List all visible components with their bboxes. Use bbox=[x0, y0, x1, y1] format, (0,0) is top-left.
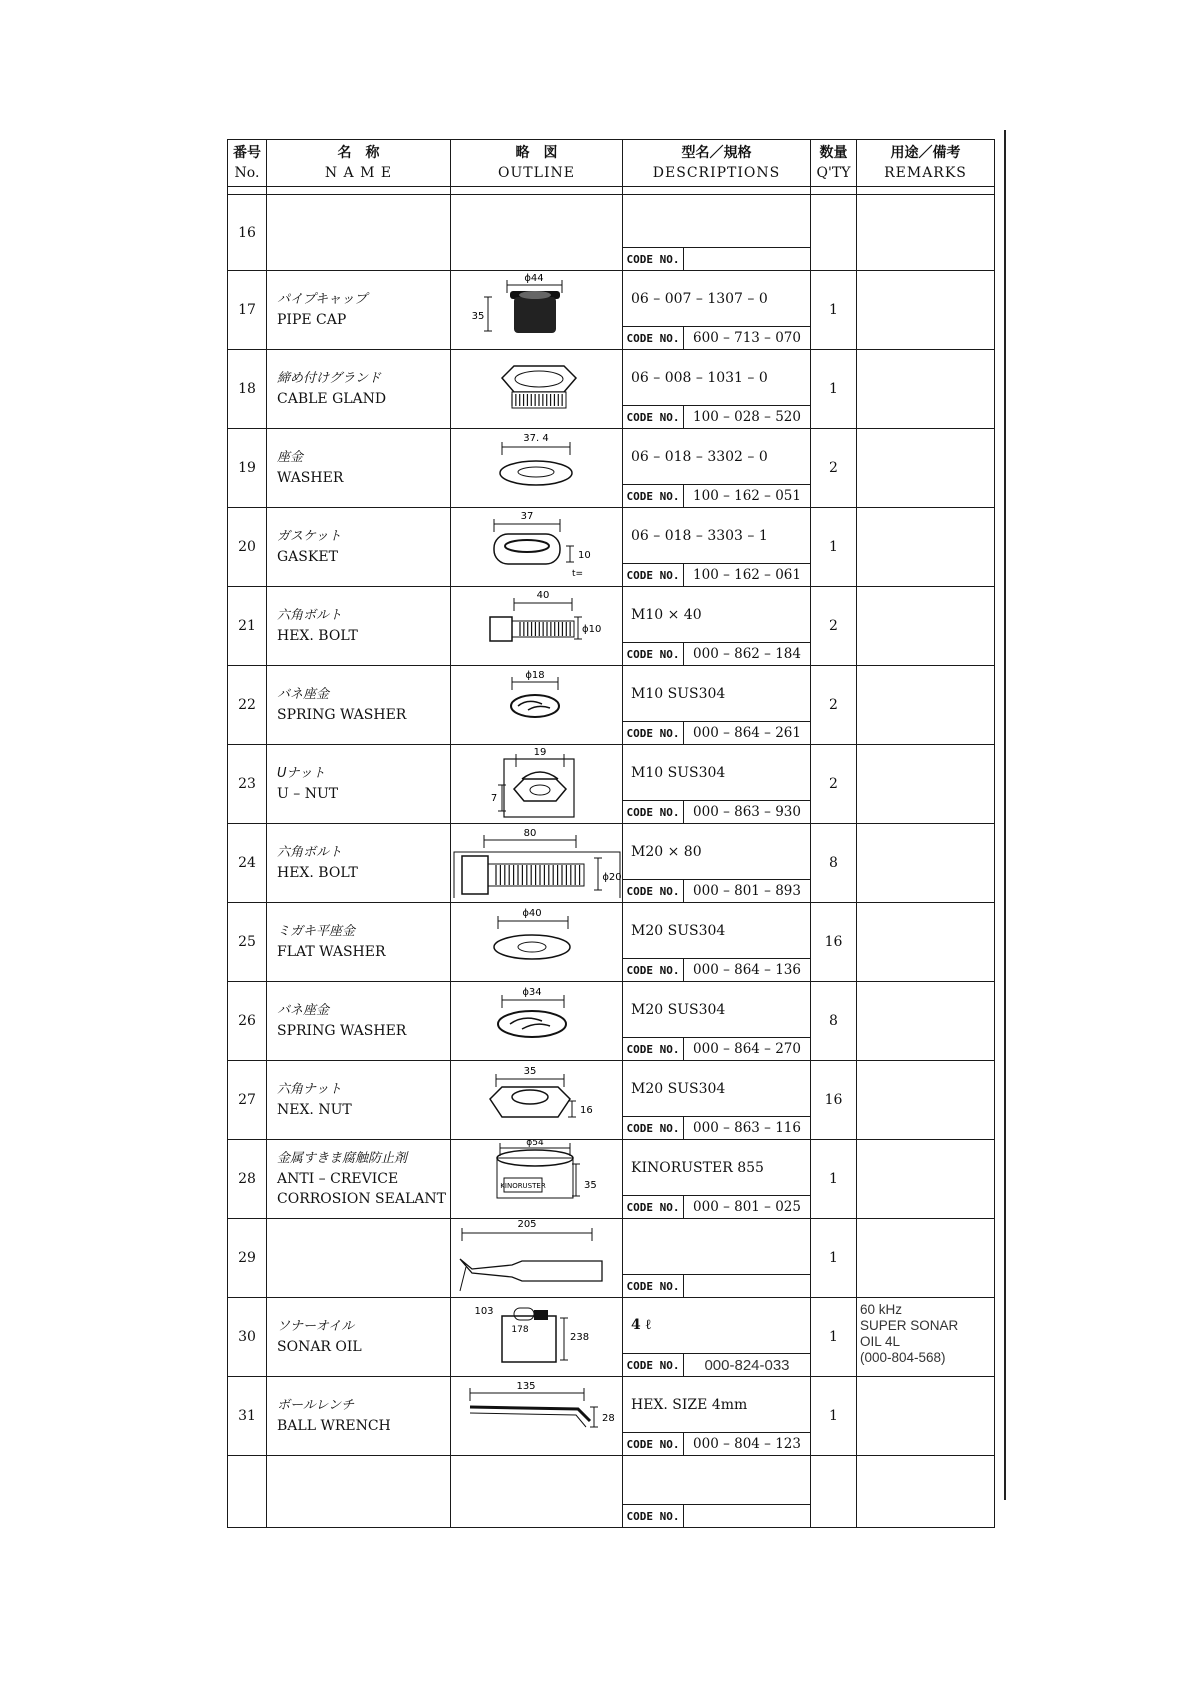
item-name bbox=[267, 1140, 451, 1219]
item-outline bbox=[451, 1140, 623, 1219]
item-remarks bbox=[857, 350, 995, 429]
item-name-en: GASKET bbox=[277, 549, 338, 566]
item-remarks bbox=[857, 1061, 995, 1140]
item-number: 24 bbox=[228, 824, 267, 903]
item-quantity: 1 bbox=[811, 350, 857, 429]
item-name-jp: パイプキャップ bbox=[277, 292, 368, 308]
item-number: 17 bbox=[228, 271, 267, 350]
item-remarks bbox=[857, 1219, 995, 1298]
code-no-label: CODE NO. bbox=[623, 1196, 684, 1218]
item-description bbox=[623, 429, 811, 508]
code-no-value: 000 – 801 – 025 bbox=[693, 1199, 801, 1216]
page-margin-line bbox=[1004, 130, 1006, 1500]
dimension-label: 35 bbox=[523, 1066, 536, 1078]
item-remarks bbox=[857, 666, 995, 745]
part-sketch-icon bbox=[452, 1140, 622, 1214]
code-no-label: CODE NO. bbox=[623, 801, 684, 823]
item-quantity: 1 bbox=[811, 1140, 857, 1219]
item-name bbox=[267, 1219, 451, 1298]
header-no: 番号 No. bbox=[228, 140, 267, 187]
table-row bbox=[228, 1377, 995, 1456]
item-spec: 06 – 018 – 3303 – 1 bbox=[631, 527, 768, 544]
item-number: 30 bbox=[228, 1298, 267, 1377]
part-sketch-icon bbox=[452, 824, 622, 898]
dimension-label: 238 bbox=[569, 1332, 589, 1344]
dimension-label: KINORUSTER bbox=[499, 1182, 546, 1191]
item-name-en: FLAT WASHER bbox=[277, 944, 386, 961]
item-name bbox=[267, 982, 451, 1061]
table-row bbox=[228, 1298, 995, 1377]
code-no-label: CODE NO. bbox=[623, 1505, 684, 1527]
table-row bbox=[228, 824, 995, 903]
item-description bbox=[623, 982, 811, 1061]
item-name bbox=[267, 271, 451, 350]
header-name: 名 称 N A M E bbox=[267, 140, 451, 187]
item-description bbox=[623, 587, 811, 666]
item-quantity: 2 bbox=[811, 429, 857, 508]
table-row bbox=[228, 508, 995, 587]
item-name-en: WASHER bbox=[277, 470, 344, 487]
dimension-label: 178 bbox=[510, 1325, 529, 1336]
code-no-value: 100 – 162 – 051 bbox=[693, 488, 801, 505]
item-name bbox=[267, 350, 451, 429]
item-number: 29 bbox=[228, 1219, 267, 1298]
part-sketch-icon bbox=[452, 903, 622, 977]
item-name bbox=[267, 508, 451, 587]
dimension-label: 16 bbox=[579, 1105, 593, 1117]
code-no-value: 000 – 863 – 116 bbox=[693, 1120, 801, 1137]
item-remarks bbox=[857, 429, 995, 508]
item-name-jp: 座金 bbox=[277, 450, 304, 466]
code-no-label: CODE NO. bbox=[623, 880, 684, 902]
part-sketch-icon bbox=[452, 1219, 622, 1293]
item-outline bbox=[451, 982, 623, 1061]
part-sketch-icon bbox=[452, 666, 622, 740]
code-no-value: 000 – 863 – 930 bbox=[693, 804, 801, 821]
code-no-value: 000 – 864 – 261 bbox=[693, 725, 801, 742]
header-outline: 略 図 OUTLINE bbox=[451, 140, 623, 187]
item-name-jp: 六角ボルト bbox=[277, 845, 343, 861]
item-description bbox=[623, 195, 811, 271]
item-outline bbox=[451, 429, 623, 508]
item-name-en: BALL WRENCH bbox=[277, 1418, 391, 1435]
item-number: 19 bbox=[228, 429, 267, 508]
code-no-label: CODE NO. bbox=[623, 248, 684, 270]
item-spec bbox=[623, 195, 810, 247]
table-row bbox=[228, 350, 995, 429]
code-no-label: CODE NO. bbox=[623, 1354, 684, 1376]
item-number: 26 bbox=[228, 982, 267, 1061]
item-quantity bbox=[811, 195, 857, 271]
item-spec bbox=[623, 1456, 810, 1504]
code-no-value bbox=[684, 1275, 810, 1297]
remark-line: OIL 4L bbox=[860, 1334, 901, 1350]
part-sketch-icon bbox=[452, 429, 622, 503]
item-quantity bbox=[811, 1456, 857, 1528]
item-number: 20 bbox=[228, 508, 267, 587]
item-description bbox=[623, 1140, 811, 1219]
item-number: 31 bbox=[228, 1377, 267, 1456]
item-name bbox=[267, 666, 451, 745]
dimension-label: 7 bbox=[490, 793, 497, 805]
item-description bbox=[623, 745, 811, 824]
item-name bbox=[267, 824, 451, 903]
dimension-label: t= bbox=[571, 569, 583, 580]
dimension-label: ϕ54 bbox=[525, 1140, 544, 1149]
code-no-value bbox=[684, 1505, 810, 1527]
table-row bbox=[228, 666, 995, 745]
dimension-label: 80 bbox=[523, 828, 536, 840]
item-spec: 06 – 018 – 3302 – 0 bbox=[631, 448, 768, 465]
item-name-en: PIPE CAP bbox=[277, 312, 347, 329]
item-outline bbox=[451, 903, 623, 982]
item-remarks bbox=[857, 824, 995, 903]
part-sketch-icon bbox=[452, 982, 622, 1056]
item-number: 28 bbox=[228, 1140, 267, 1219]
item-spec: M10 SUS304 bbox=[631, 764, 726, 781]
item-number: 25 bbox=[228, 903, 267, 982]
item-spec: 06 – 008 – 1031 – 0 bbox=[631, 369, 768, 386]
item-quantity: 16 bbox=[811, 1061, 857, 1140]
item-outline bbox=[451, 508, 623, 587]
item-name-jp: バネ座金 bbox=[277, 687, 330, 703]
item-number: 16 bbox=[228, 195, 267, 271]
item-remarks bbox=[857, 1377, 995, 1456]
part-sketch-icon bbox=[452, 508, 622, 582]
dimension-label: 205 bbox=[516, 1219, 537, 1231]
item-name-jp: ボールレンチ bbox=[277, 1398, 355, 1414]
code-no-value bbox=[684, 248, 810, 270]
code-no-label: CODE NO. bbox=[623, 485, 684, 507]
code-no-label: CODE NO. bbox=[623, 722, 684, 744]
dimension-label: ϕ44 bbox=[523, 273, 544, 285]
item-name-jp: 締め付けグランド bbox=[277, 371, 382, 387]
item-name bbox=[267, 1061, 451, 1140]
item-spec: M20 SUS304 bbox=[631, 1001, 726, 1018]
item-name bbox=[267, 429, 451, 508]
table-row bbox=[228, 1219, 995, 1298]
code-no-label: CODE NO. bbox=[623, 643, 684, 665]
item-number: 21 bbox=[228, 587, 267, 666]
dimension-label: ϕ40 bbox=[521, 908, 542, 920]
item-name-jp: 六角ボルト bbox=[277, 608, 343, 624]
item-name-en: ANTI – CREVICE bbox=[277, 1171, 399, 1188]
item-number bbox=[228, 1456, 267, 1528]
item-name-en: SPRING WASHER bbox=[277, 707, 407, 724]
item-outline bbox=[451, 587, 623, 666]
dimension-label: 103 bbox=[473, 1306, 494, 1318]
item-name bbox=[267, 195, 451, 271]
item-number: 22 bbox=[228, 666, 267, 745]
item-description bbox=[623, 1061, 811, 1140]
table-row bbox=[228, 429, 995, 508]
item-name-en: SPRING WASHER bbox=[277, 1023, 407, 1040]
item-quantity: 2 bbox=[811, 587, 857, 666]
item-spec: M20 × 80 bbox=[631, 843, 702, 860]
item-name-en: HEX. BOLT bbox=[277, 865, 358, 882]
item-outline bbox=[451, 745, 623, 824]
dimension-label: ϕ34 bbox=[521, 987, 542, 999]
code-no-value: 600 – 713 – 070 bbox=[693, 330, 801, 347]
part-sketch-icon bbox=[452, 350, 622, 424]
item-quantity: 1 bbox=[811, 1219, 857, 1298]
code-no-value: 000 – 801 – 893 bbox=[693, 883, 801, 900]
item-quantity: 16 bbox=[811, 903, 857, 982]
remark-line: 60 kHz bbox=[860, 1302, 903, 1318]
item-remarks bbox=[857, 1140, 995, 1219]
dimension-label: 35 bbox=[471, 311, 484, 323]
header-row bbox=[228, 140, 995, 187]
item-spec: M10 × 40 bbox=[631, 606, 702, 623]
item-description bbox=[623, 1298, 811, 1377]
item-remarks bbox=[857, 903, 995, 982]
item-quantity: 1 bbox=[811, 271, 857, 350]
item-spec: KINORUSTER 855 bbox=[631, 1159, 764, 1176]
item-quantity: 2 bbox=[811, 745, 857, 824]
code-no-label: CODE NO. bbox=[623, 564, 684, 586]
code-no-value: 000 – 864 – 136 bbox=[693, 962, 801, 979]
item-spec: 4 ℓ bbox=[631, 1317, 651, 1334]
dimension-label: 135 bbox=[515, 1381, 536, 1393]
parts-list-table bbox=[227, 139, 995, 1528]
item-number: 27 bbox=[228, 1061, 267, 1140]
item-name-jp: 六角ナット bbox=[277, 1082, 342, 1098]
item-quantity: 1 bbox=[811, 1298, 857, 1377]
item-quantity: 8 bbox=[811, 824, 857, 903]
item-spec: 06 – 007 – 1307 – 0 bbox=[631, 290, 768, 307]
item-remarks bbox=[857, 982, 995, 1061]
dimension-label: ϕ20 bbox=[601, 872, 622, 884]
item-name-en: SONAR OIL bbox=[277, 1339, 362, 1356]
item-outline bbox=[451, 1061, 623, 1140]
item-name-jp: ミガキ平座金 bbox=[277, 924, 356, 940]
item-name-en: U – NUT bbox=[277, 786, 339, 803]
item-quantity: 1 bbox=[811, 508, 857, 587]
item-description bbox=[623, 271, 811, 350]
item-name-en: CABLE GLAND bbox=[277, 391, 387, 408]
table-row bbox=[228, 1456, 995, 1528]
code-no-value: 100 – 028 – 520 bbox=[693, 409, 801, 426]
item-remarks bbox=[857, 271, 995, 350]
item-outline bbox=[451, 824, 623, 903]
dimension-label: 10 bbox=[577, 550, 591, 562]
item-name-jp: 金属すきま腐触防止剤 bbox=[277, 1151, 408, 1167]
code-no-value: 000 – 862 – 184 bbox=[693, 646, 801, 663]
code-no-label: CODE NO. bbox=[623, 327, 684, 349]
dimension-label: ϕ18 bbox=[524, 670, 545, 682]
item-name-jp: Uナット bbox=[277, 766, 326, 782]
item-description bbox=[623, 824, 811, 903]
item-name bbox=[267, 1377, 451, 1456]
dimension-label: ϕ10 bbox=[581, 624, 601, 636]
item-name bbox=[267, 587, 451, 666]
item-description bbox=[623, 666, 811, 745]
item-remarks bbox=[857, 508, 995, 587]
item-name bbox=[267, 1456, 451, 1528]
table-row bbox=[228, 271, 995, 350]
code-no-value: 000-824-033 bbox=[704, 1356, 790, 1374]
item-description bbox=[623, 350, 811, 429]
header-descriptions: 型名／規格 DESCRIPTIONS bbox=[623, 140, 811, 187]
item-remarks bbox=[857, 587, 995, 666]
dimension-label: 28 bbox=[601, 1413, 615, 1425]
item-outline bbox=[451, 1219, 623, 1298]
table-row bbox=[228, 587, 995, 666]
item-name-jp: ソナーオイル bbox=[277, 1319, 355, 1335]
code-no-label: CODE NO. bbox=[623, 1038, 684, 1060]
part-sketch-icon bbox=[452, 587, 622, 661]
item-remarks bbox=[857, 745, 995, 824]
item-number: 23 bbox=[228, 745, 267, 824]
code-no-label: CODE NO. bbox=[623, 406, 684, 428]
item-remarks bbox=[857, 1456, 995, 1528]
dimension-label: 37. 4 bbox=[522, 433, 549, 445]
table-row bbox=[228, 903, 995, 982]
item-spec: M20 SUS304 bbox=[631, 1080, 726, 1097]
item-name-en: HEX. BOLT bbox=[277, 628, 358, 645]
item-number: 18 bbox=[228, 350, 267, 429]
item-description bbox=[623, 1377, 811, 1456]
item-name-jp: バネ座金 bbox=[277, 1003, 330, 1019]
table-row bbox=[228, 1140, 995, 1219]
part-sketch-icon bbox=[452, 1061, 622, 1135]
item-name-en2: CORROSION SEALANT bbox=[277, 1191, 446, 1208]
remark-line: (000-804-568) bbox=[860, 1350, 946, 1366]
item-outline bbox=[451, 195, 623, 271]
item-name bbox=[267, 745, 451, 824]
item-spec: M10 SUS304 bbox=[631, 685, 726, 702]
item-description bbox=[623, 508, 811, 587]
item-outline bbox=[451, 666, 623, 745]
code-no-value: 000 – 804 – 123 bbox=[693, 1436, 801, 1453]
item-spec bbox=[623, 1219, 810, 1274]
dimension-label: 19 bbox=[533, 747, 546, 759]
item-spec: M20 SUS304 bbox=[631, 922, 726, 939]
remark-line: SUPER SONAR bbox=[860, 1318, 959, 1334]
dimension-label: 37 bbox=[520, 511, 533, 523]
code-no-label: CODE NO. bbox=[623, 959, 684, 981]
item-outline bbox=[451, 1456, 623, 1528]
code-no-label: CODE NO. bbox=[623, 1117, 684, 1139]
code-no-label: CODE NO. bbox=[623, 1275, 684, 1297]
header-remarks: 用途／備考 REMARKS bbox=[857, 140, 995, 187]
item-name bbox=[267, 903, 451, 982]
item-quantity: 8 bbox=[811, 982, 857, 1061]
item-name bbox=[267, 1298, 451, 1377]
item-spec: HEX. SIZE 4mm bbox=[631, 1396, 748, 1413]
table-row bbox=[228, 1061, 995, 1140]
item-remarks bbox=[857, 1298, 995, 1377]
item-description bbox=[623, 1456, 811, 1528]
item-outline bbox=[451, 1298, 623, 1377]
item-quantity: 1 bbox=[811, 1377, 857, 1456]
item-quantity: 2 bbox=[811, 666, 857, 745]
header-qty: 数量 Q'TY bbox=[811, 140, 857, 187]
part-sketch-icon bbox=[452, 745, 622, 819]
item-outline bbox=[451, 271, 623, 350]
item-outline bbox=[451, 1377, 623, 1456]
dimension-label: 35 bbox=[583, 1180, 597, 1192]
part-sketch-icon bbox=[452, 271, 622, 345]
code-no-value: 100 – 162 – 061 bbox=[693, 567, 801, 584]
item-name-en: NEX. NUT bbox=[277, 1102, 352, 1119]
item-description bbox=[623, 903, 811, 982]
table-row bbox=[228, 195, 995, 271]
code-no-label: CODE NO. bbox=[623, 1433, 684, 1455]
part-sketch-icon bbox=[452, 1377, 622, 1451]
item-description bbox=[623, 1219, 811, 1298]
item-outline bbox=[451, 350, 623, 429]
table-row bbox=[228, 745, 995, 824]
item-remarks bbox=[857, 195, 995, 271]
code-no-value: 000 – 864 – 270 bbox=[693, 1041, 801, 1058]
dimension-label: 40 bbox=[536, 590, 549, 602]
part-sketch-icon bbox=[452, 1298, 622, 1372]
table-row bbox=[228, 982, 995, 1061]
item-name-jp: ガスケット bbox=[277, 529, 342, 545]
